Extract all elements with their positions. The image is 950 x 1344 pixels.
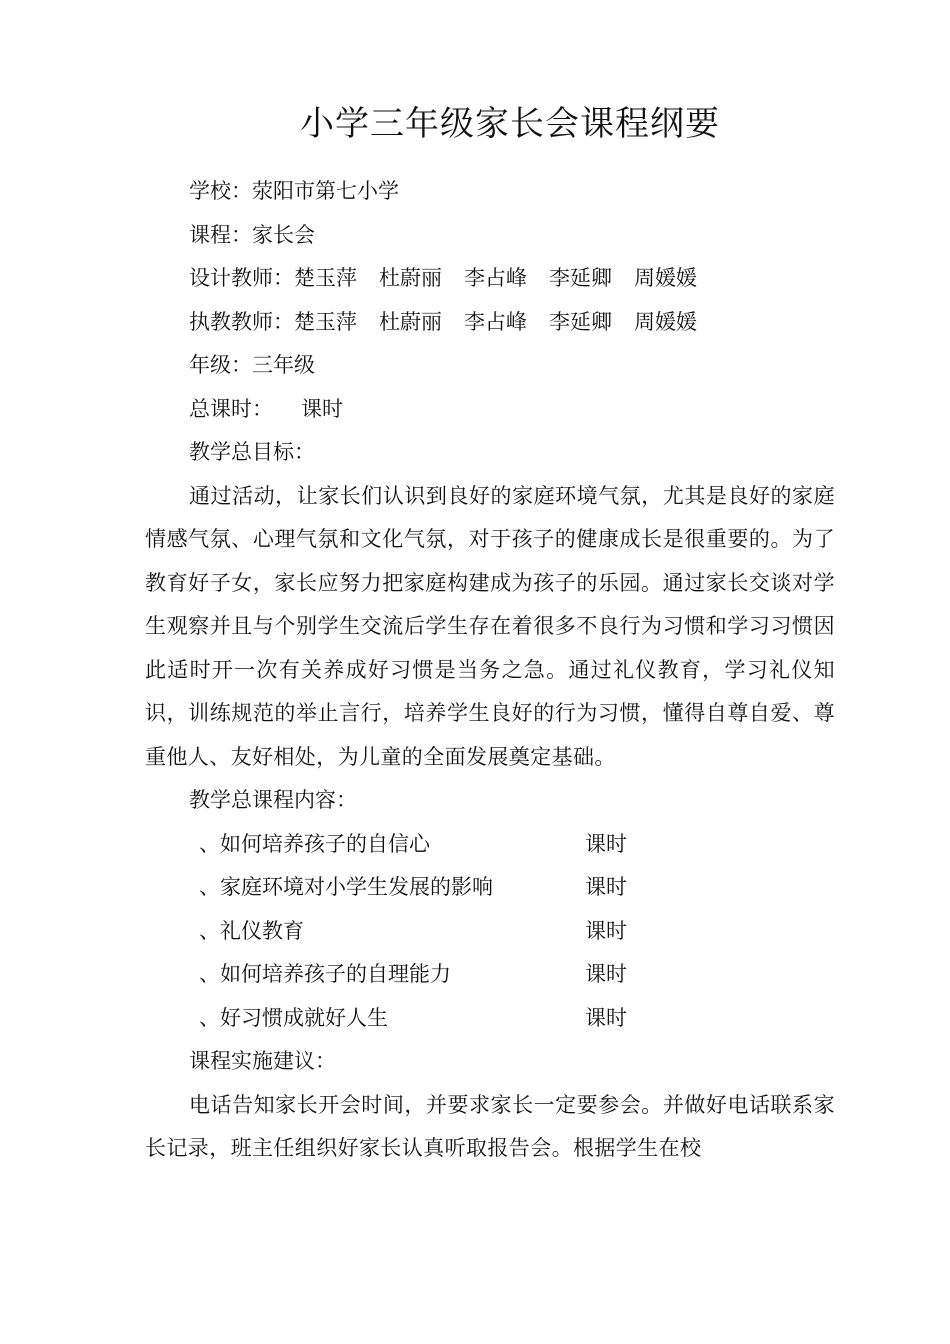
list-item [145,953,835,997]
course-value: 家长会 [252,222,315,247]
teacher-name: 周媛媛 [634,266,697,290]
executor-label: 执教教师： [189,309,294,334]
teacher-name: 李占峰 [464,266,527,290]
document-body [145,170,835,1171]
teacher-name: 李延卿 [549,309,612,334]
designer-teachers-line [145,257,835,301]
course-line [145,214,835,258]
lesson-topic: 、礼仪教育 [199,918,304,943]
teacher-name: 楚玉萍 [294,266,357,290]
lesson-topic: 、如何培养孩子的自信心 [199,831,430,856]
school-line [145,170,835,214]
teacher-name: 杜蔚丽 [379,309,442,334]
lesson-hours: 课时 [585,962,627,986]
list-item [145,910,835,954]
teacher-name: 杜蔚丽 [379,266,442,290]
course-label: 课程： [189,222,252,247]
lesson-hours: 课时 [585,918,627,943]
teacher-name: 周媛媛 [634,309,697,334]
grade-label: 年级： [189,353,252,377]
goal-heading: 教学总目标： [189,440,315,464]
implementation-paragraph: 电话告知家长开会时间，并要求家长一定要参会。并做好电话联系家长记录，班主任组织好家长认真听取报告会。根据学生在校 [145,1092,835,1160]
school-value: 荥阳市第七小学 [252,179,399,203]
grade-line [145,344,835,388]
lesson-topic: 、好习惯成就好人生 [199,1005,388,1030]
list-item [145,997,835,1041]
goal-paragraph: 通过活动，让家长们认识到良好的家庭环境气氛，尤其是良好的家庭情感气氛、心理气氛和文化气氛，对于孩子的健康成长是很重要的。为了教育好子女，家长应努力把家庭构建成为孩子的乐园。通过家长交谈对学生观察并且与个别学生交流后学生存在着很多不良行为习惯和学习习惯因此适时开一次有关养成好习惯是当务之急。通过礼仪教育，学习礼仪知识，训练规范的举止言行，培养学生良好的行为习惯，懂得自尊自爱、尊重他人、友好相处，为儿童的全面发展奠定基础。 [145,483,835,769]
teacher-name: 李占峰 [464,309,527,334]
implementation-heading: 课程实施建议： [189,1049,336,1073]
teacher-name: 楚玉萍 [294,309,357,334]
hours-label: 总课时： [189,396,273,421]
total-hours-line [145,388,835,432]
teacher-name: 李延卿 [549,266,612,290]
lesson-list [145,823,835,1041]
list-item [145,866,835,910]
document-title: 小学三年级家长会课程纲要 [300,104,720,144]
school-label: 学校： [189,179,252,203]
lesson-hours: 课时 [585,831,627,856]
hours-unit: 课时 [301,396,343,421]
lesson-topic: 、如何培养孩子的自理能力 [199,962,451,986]
contents-heading: 教学总课程内容： [189,788,357,812]
lesson-hours: 课时 [585,875,627,899]
designer-label: 设计教师： [189,266,294,290]
list-item [145,823,835,867]
grade-value: 三年级 [252,353,315,377]
lesson-topic: 、家庭环境对小学生发展的影响 [199,875,493,899]
executor-teachers-line [145,301,835,345]
lesson-hours: 课时 [585,1005,627,1030]
